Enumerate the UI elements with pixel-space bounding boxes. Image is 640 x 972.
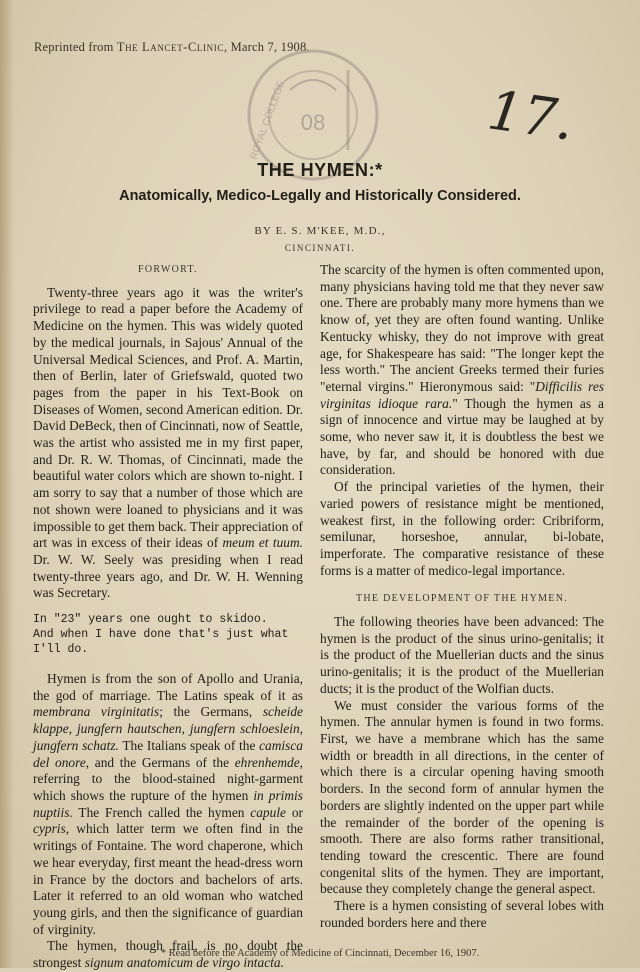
stamp-text: ROYAL COLLEGE — [248, 79, 288, 162]
author-city: CINCINNATI. — [284, 243, 356, 253]
footnote: * Read before the Academy of Medicine of Cincinnati, December 16, 1907. — [160, 948, 480, 959]
paragraph: Hymen is from the son of Apollo and Urania, the god of marriage. The Latins speak of it as membrana virginitatis; the Germans, scheide klappe, jungfern hautschen, jungfern schloeslein, jungfern schatz. The Italians speak of the camisca del onore, and the Germans of the ehrenhemde, referring to the blood-stained night-garment which shows the rupture of the hymen in primis nuptiis. The French called the hymen capule or cypris, which latter term we often find in the writings of Fontaine. The word chaperone, which we hear everyday, first meant the head-dress worn in France by the doctors and bachelors of arts. Later it referred to an old woman who watched young girls, and then the significance of guardian of virginity. — [33, 671, 304, 937]
section-heading-forwort: FORWORT. — [138, 264, 198, 275]
paragraph: Twenty-three years ago it was the writer's privilege to read a paper before the Academy of Medicine on the hymen. This was widely quoted by the medical journals, in Sajous' Annual of the Universal Medical Sciences, and Prof. A. Martin, then of Berlin, later of Griefswald, quoted two pages from the paper in his Text-Book on Diseases of Women, second American edition. Dr. David DeBeck, then of Cincinnati, now of Seattle, was the artist who assisted me in my first paper, and Dr. R. W. Thomas, of Cincinnati, made the beautiful water colors which are shown to-night. I am sorry to say that a number of those which are not shown were loaned to physicians and it was impossible to get them back. Their appreciation of art was in excess of their ideas of meum et tuum. Dr. W. W. Seely was presiding when I read twenty-three years ago, and Dr. W. H. Wenning was Secretary. — [33, 284, 303, 601]
reprint-notice: Reprinted from The Lancet-Clinic, March 7, 1908. — [34, 40, 310, 54]
page-edge-shadow — [0, 0, 14, 968]
verse-line: In "23" years one ought to skidoo. — [33, 613, 268, 627]
verse-line: And when I have done that's just what I'll do. — [33, 628, 289, 657]
paper-subtitle: Anatomically, Medico-Legally and Historically Considered. — [119, 188, 521, 204]
journal-name: The Lancet-Clinic — [116, 40, 224, 54]
paragraph: The following theories have been advanced: The hymen is the product of the sinus urino-genitalis; it is the product of the Muellerian ducts and the sinus urino-genitalis; it is the product of the Muellerian ducts; it is the product of the Wolfian ducts. — [320, 614, 604, 696]
paragraph: The scarcity of the hymen is often commented upon, many physicians having told me that they never saw one. There are probably many more hymens than we know of, yet they are often found wanting. Unlike Kentucky whisky, they do not improve with great age, for Shakespeare has said: "The longer kept the less worth." The ancient Greeks termed their furies "eternal virgins." Hieronymous said: "Difficilis res virginitas idioque rara." Though the hymen as a sign of innocence and virtue may be laughed at by some, who never saw it, it is doubtless the best we have, by far, and should be honored with due consideration. — [320, 262, 605, 478]
paragraph: We must consider the various forms of the hymen. The annular hymen is found in two forms. First, we have a membrane which has the same width or breadth in all directions, in the center of which there is a circular opening having smooth borders. In the second form of annular hymen the borders are slightly indented on the upper part while the remainder of the border of the opening is smooth. There are also forms rather transitional, tending toward the crescentic. There are found congenital slits of the hymen. They are important, because they completely change the general aspect. — [320, 697, 604, 897]
left-column — [33, 262, 303, 972]
author-byline: BY E. S. M'KEE, M.D., — [254, 225, 386, 237]
handwritten-number: 17. — [484, 78, 578, 153]
stamp-number: 08 — [300, 110, 326, 135]
right-column — [320, 262, 604, 931]
section-heading-development: THE DEVELOPMENT OF THE HYMEN. — [355, 593, 569, 605]
paragraph: There is a hymen consisting of several lobes with rounded borders here and there — [320, 898, 604, 930]
reprint-date: , March 7, 1908. — [223, 40, 310, 54]
paragraph: The hymen, though frail, is no doubt the strongest signum anatomicum de virgo intacta. — [33, 938, 303, 971]
paragraph: Of the principal varieties of the hymen, their varied powers of resistance might be mentioned, weakest first, in the following order: Cribriform, semilunar, horseshoe, annular, bi-lobate, imperforate. The comparative resistance of these forms is a matter of medico-legal importance. — [320, 479, 604, 578]
paper-title: THE HYMEN:* — [257, 160, 383, 180]
